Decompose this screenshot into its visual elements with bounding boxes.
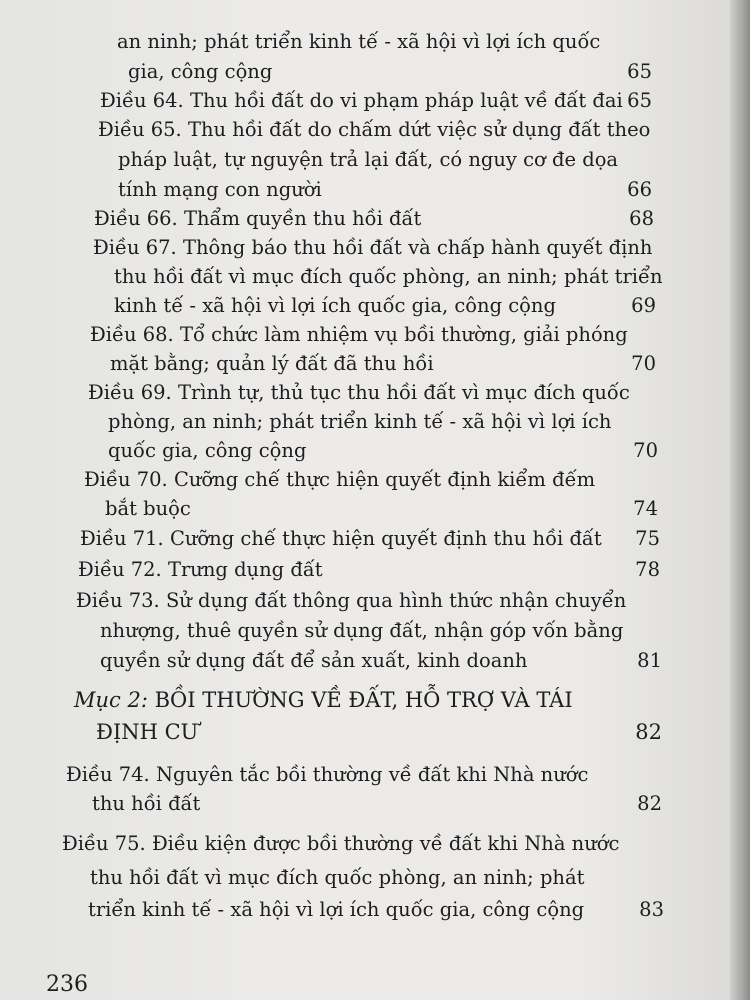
page-edge	[730, 0, 750, 1000]
toc-page-number: 65	[627, 89, 652, 112]
toc-entry-text: tính mạng con người	[118, 178, 322, 201]
toc-page-number: 75	[635, 527, 660, 550]
toc-line	[0, 233, 730, 263]
toc-entry-text: thu hồi đất	[92, 792, 201, 815]
toc-entry-text: Điều 69. Trình tự, thủ tục thu hồi đất vì mục đích quốc	[88, 381, 630, 404]
toc-entry-text: Điều 71. Cưỡng chế thực hiện quyết định thu hồi đất	[80, 527, 602, 550]
section-heading	[0, 717, 730, 747]
toc-line	[0, 57, 730, 87]
toc-entry-text: mặt bằng; quản lý đất đã thu hồi	[110, 352, 434, 375]
toc-line	[0, 320, 730, 350]
toc-entry-text: pháp luật, tự nguyện trả lại đất, có nguy cơ đe dọa	[118, 148, 619, 171]
toc-entry-text: bắt buộc	[105, 497, 191, 520]
toc-page-number: 78	[635, 558, 660, 581]
toc-page-number: 65	[627, 60, 652, 83]
toc-page-number: 68	[629, 207, 654, 230]
section-title: ĐỊNH CƯ	[96, 720, 199, 744]
toc-entry-text: quốc gia, công cộng	[108, 439, 307, 462]
toc-line	[0, 145, 730, 175]
toc-entry-text: thu hồi đất vì mục đích quốc phòng, an ninh; phát	[90, 866, 585, 889]
toc-entry-text: Điều 67. Thông báo thu hồi đất và chấp hành quyết định	[93, 236, 653, 259]
toc-line	[0, 586, 730, 616]
toc-entry-text: triển kinh tế - xã hội vì lợi ích quốc gia, công cộng	[88, 898, 585, 921]
toc-entry-text: Điều 72. Trưng dụng đất	[78, 558, 323, 581]
toc-page-number: 74	[633, 497, 658, 520]
toc-page-number: 82	[637, 792, 662, 815]
toc-line	[0, 465, 730, 495]
toc-page-number: 70	[633, 439, 658, 462]
toc-line	[0, 829, 730, 859]
toc-line	[0, 349, 730, 379]
toc-entry-text: phòng, an ninh; phát triển kinh tế - xã hội vì lợi ích	[108, 410, 612, 433]
toc-line	[0, 204, 730, 234]
toc-line	[0, 291, 730, 321]
toc-line	[0, 863, 730, 893]
toc-entry-text: Điều 73. Sử dụng đất thông qua hình thức nhận chuyển	[76, 589, 627, 612]
toc-line	[0, 789, 730, 819]
section-label: Mục 2:	[74, 688, 148, 712]
toc-entry-text: Điều 66. Thẩm quyền thu hồi đất	[94, 207, 422, 230]
toc-line	[0, 646, 730, 676]
toc-entry-text: Điều 75. Điều kiện được bồi thường về đất khi Nhà nước	[62, 832, 620, 855]
toc-line	[0, 555, 730, 585]
toc-page-number: 70	[631, 352, 656, 375]
toc-line	[0, 27, 730, 57]
section-heading-text	[74, 685, 573, 715]
toc-entry-text: kinh tế - xã hội vì lợi ích quốc gia, công cộng	[114, 294, 556, 317]
toc-line	[0, 175, 730, 205]
toc-entry-text: Điều 70. Cưỡng chế thực hiện quyết định kiểm đếm	[84, 468, 596, 491]
toc-entry-text: an ninh; phát triển kinh tế - xã hội vì lợi ích quốc	[117, 30, 601, 53]
toc-page-number: 81	[637, 649, 662, 672]
toc-entry-text: quyền sử dụng đất để sản xuất, kinh doanh	[100, 649, 528, 672]
page-number: 236	[46, 972, 88, 997]
toc-line	[0, 494, 730, 524]
toc-line	[0, 115, 730, 145]
toc-line	[0, 378, 730, 408]
section-heading	[0, 685, 730, 715]
toc-entry-text: Điều 64. Thu hồi đất do vi phạm pháp luật về đất đai	[100, 89, 623, 112]
toc-page-number: 66	[627, 178, 652, 201]
toc-line	[0, 760, 730, 790]
toc-entry-text: nhượng, thuê quyền sử dụng đất, nhận góp vốn bằng	[100, 619, 624, 642]
toc-line	[0, 895, 730, 925]
toc-entry-text: Điều 74. Nguyên tắc bồi thường về đất khi Nhà nước	[66, 763, 589, 786]
toc-page-number: 82	[635, 720, 662, 744]
toc-line	[0, 262, 730, 292]
toc-page-number: 69	[631, 294, 656, 317]
toc-line	[0, 407, 730, 437]
toc-line	[0, 86, 730, 116]
toc-page-number: 83	[639, 898, 664, 921]
toc-entry-text: Điều 65. Thu hồi đất do chấm dứt việc sử dụng đất theo	[98, 118, 651, 141]
toc-entry-text: gia, công cộng	[128, 60, 273, 83]
toc-entry-text: Điều 68. Tổ chức làm nhiệm vụ bồi thường, giải phóng	[90, 323, 628, 346]
toc-entry-text: thu hồi đất vì mục đích quốc phòng, an ninh; phát triển	[114, 265, 663, 288]
section-title: BỒI THƯỜNG VỀ ĐẤT, HỖ TRỢ VÀ TÁI	[147, 688, 573, 712]
toc-line	[0, 616, 730, 646]
toc-line	[0, 524, 730, 554]
toc-line	[0, 436, 730, 466]
